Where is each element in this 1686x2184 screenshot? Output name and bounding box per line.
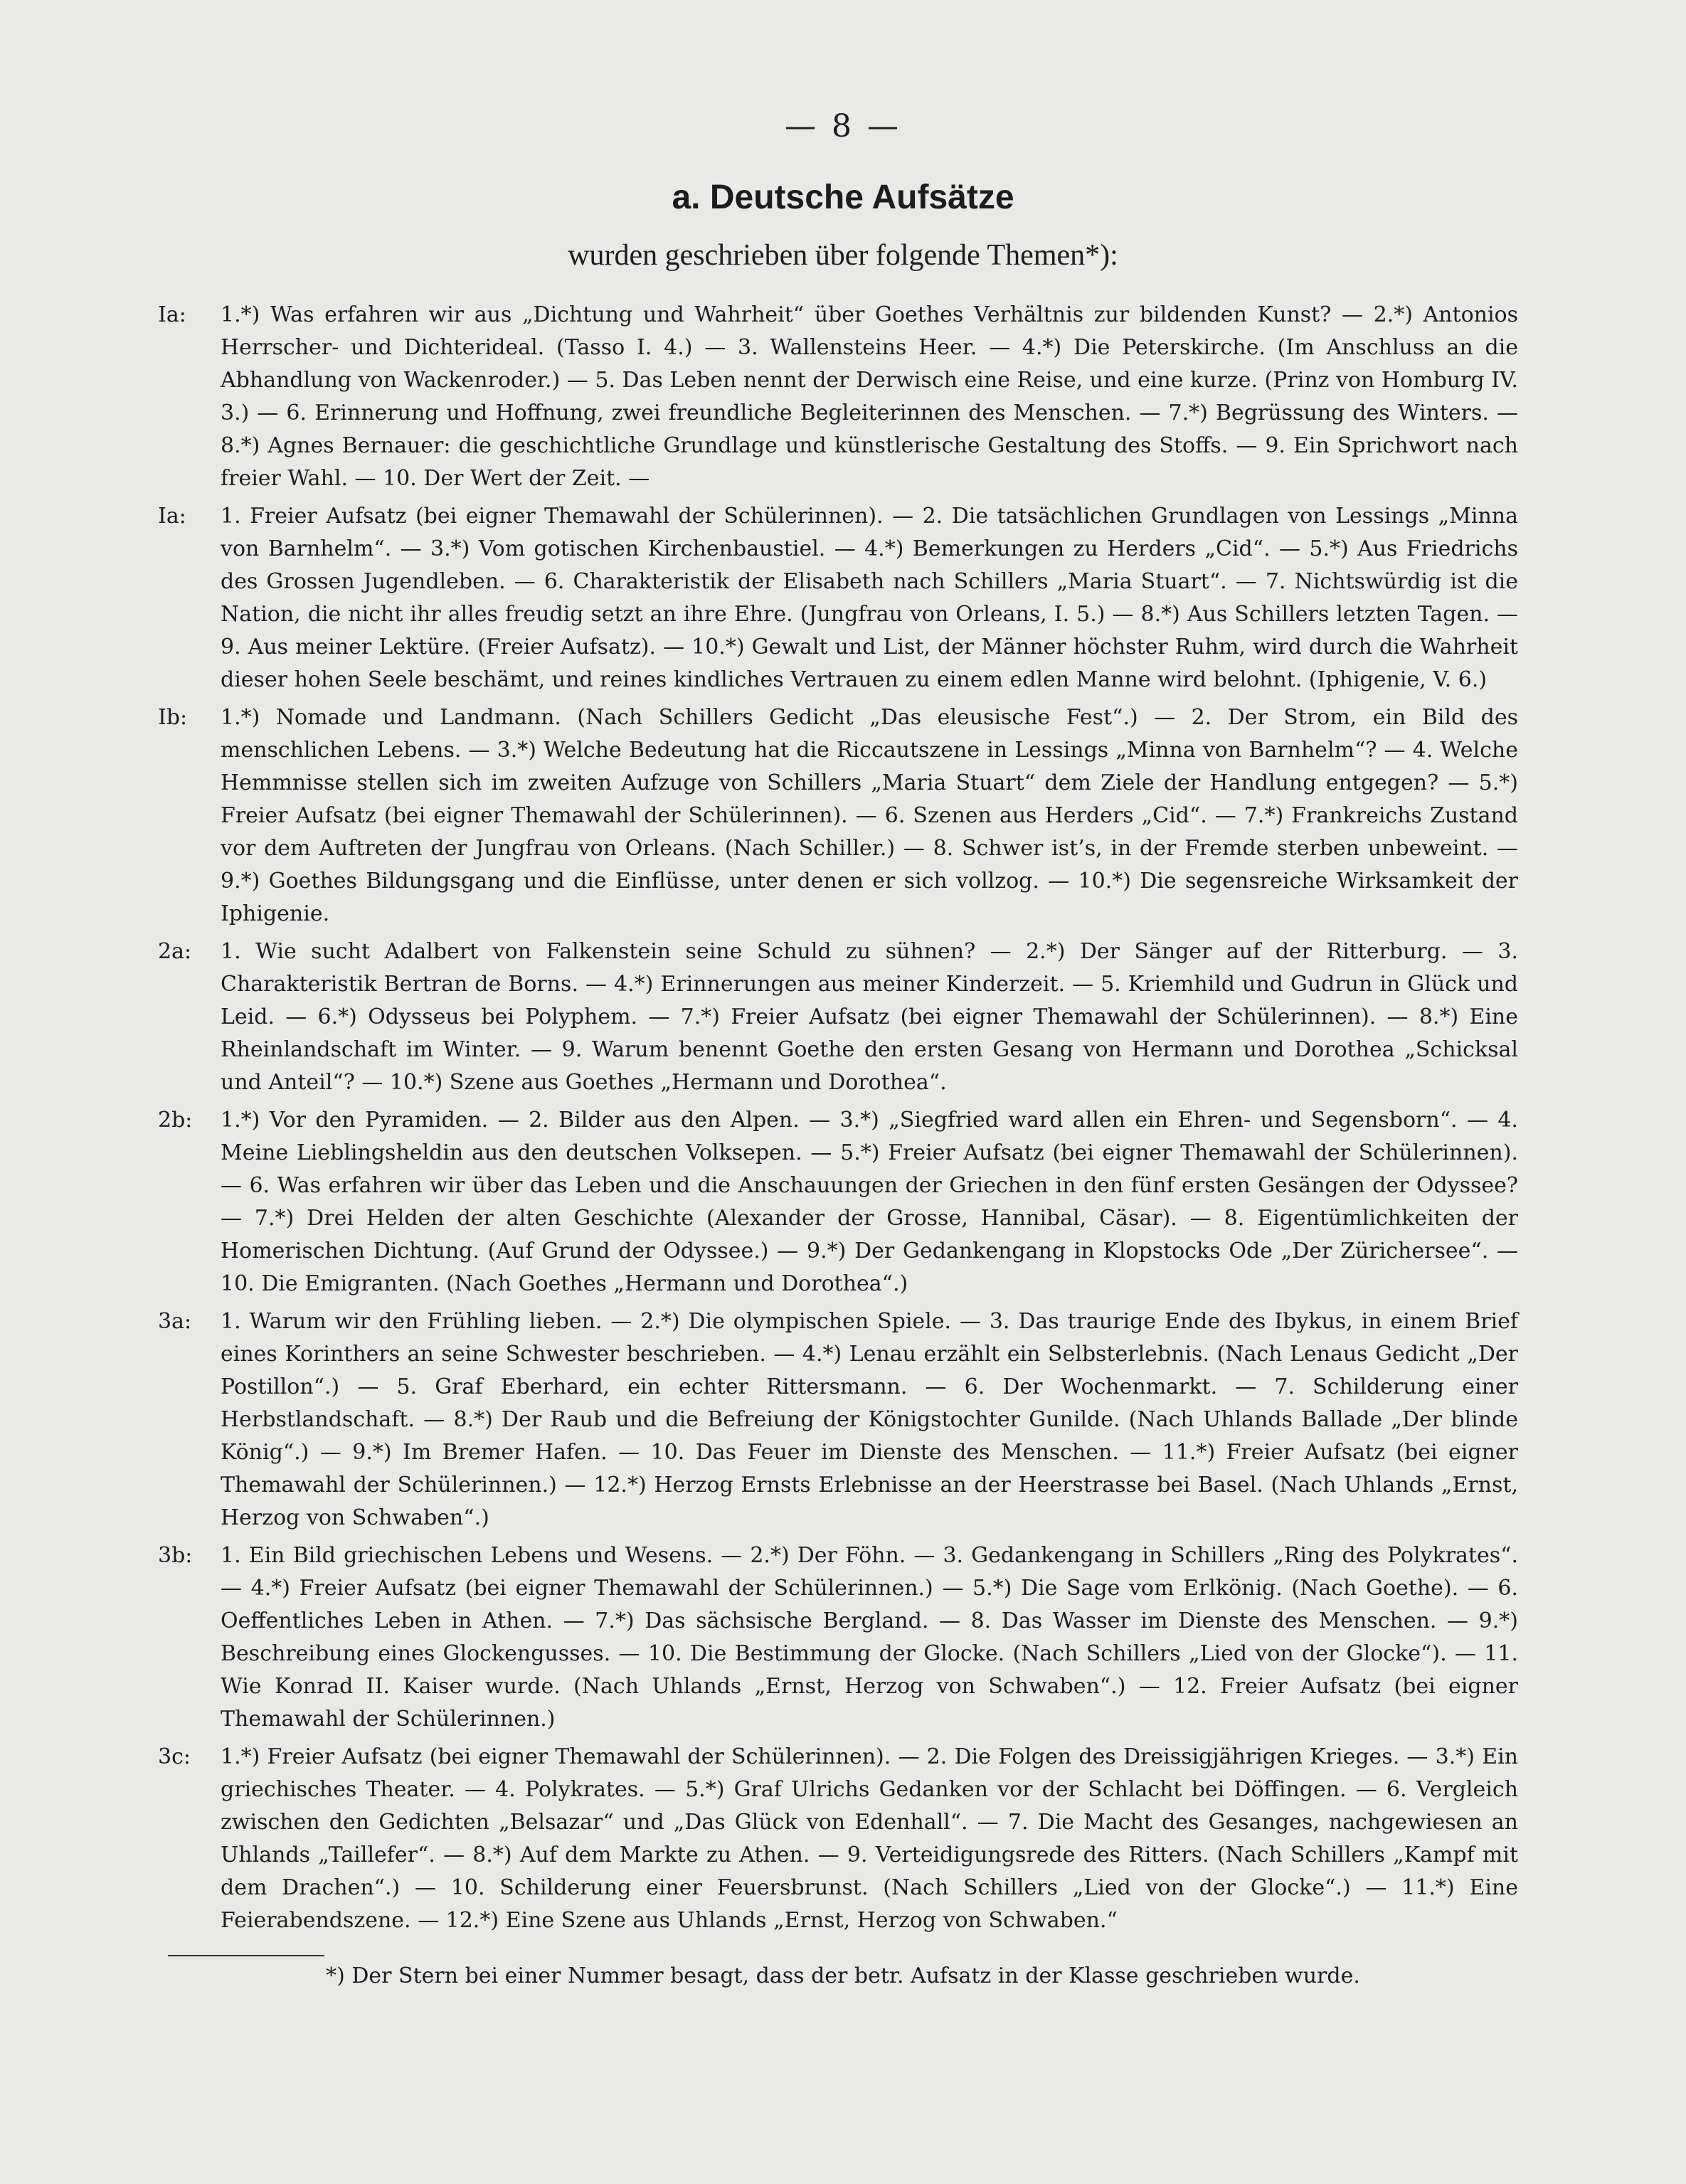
class-label: 2a:	[158, 939, 192, 964]
section-title: a. Deutsche Aufsätze	[672, 179, 1014, 216]
class-entry	[158, 1539, 1518, 1736]
class-entry	[158, 299, 1518, 495]
essay-topic-list	[158, 299, 1518, 1942]
class-entry	[158, 1741, 1518, 1937]
class-label: Ia:	[158, 504, 186, 529]
class-label: 3a:	[158, 1309, 192, 1334]
class-entry	[158, 1305, 1518, 1534]
class-topics: 1.*) Was erfahren wir aus „Dichtung und Wahrheit“ über Goethes Verhältnis zur bildenden Kunst? — 2.*) Antonios Herrscher- und Dichterideal. (Tasso I. 4.) — 3. Wallensteins Heer. — 4.*) Die Peterskirche. (Im Anschluss an die Abhandlung von Wackenroder.) — 5. Das Leben nennt der Derwisch eine Reise, und eine kurze. (Prinz von Homburg IV. 3.) — 6. Erinnerung und Hoffnung, zwei freundliche Begleiterinnen des Menschen. — 7.*) Begrüssung des Winters. — 8.*) Agnes Bernauer: die geschichtliche Grundlage und künstlerische Gestaltung des Stoffs. — 9. Ein Sprichwort nach freier Wahl. — 10. Der Wert der Zeit. —	[221, 302, 1518, 491]
page-number: — 8 —	[785, 108, 901, 144]
footnote-rule	[168, 1955, 324, 1956]
class-topics: 1. Wie sucht Adalbert von Falkenstein seine Schuld zu sühnen? — 2.*) Der Sänger auf der Ritterburg. — 3. Charakteristik Bertran de Borns. — 4.*) Erinnerungen aus meiner Kinderzeit. — 5. Kriemhild und Gudrun in Glück und Leid. — 6.*) Odysseus bei Polyphem. — 7.*) Freier Aufsatz (bei eigner Themawahl der Schülerinnen). — 8.*) Eine Rheinlandschaft im Winter. — 9. Warum benennt Goethe den ersten Gesang von Hermann und Dorothea „Schicksal und Anteil“? — 10.*) Szene aus Goethes „Hermann und Dorothea“.	[221, 939, 1518, 1095]
section-subtitle: wurden geschrieben über folgende Themen*):	[568, 239, 1118, 272]
class-entry	[158, 500, 1518, 696]
class-topics: 1.*) Freier Aufsatz (bei eigner Themawahl der Schülerinnen). — 2. Die Folgen des Dreissigjährigen Krieges. — 3.*) Ein griechisches Theater. — 4. Polykrates. — 5.*) Graf Ulrichs Gedanken vor der Schlacht bei Döffingen. — 6. Vergleich zwischen den Gedichten „Belsazar“ und „Das Glück von Edenhall“. — 7. Die Macht des Gesanges, nachgewiesen an Uhlands „Taillefer“. — 8.*) Auf dem Markte zu Athen. — 9. Verteidigungsrede des Ritters. (Nach Schillers „Kampf mit dem Drachen“.) — 10. Schilderung einer Feuersbrunst. (Nach Schillers „Lied von der Glocke“.) — 11.*) Eine Feierabendszene. — 12.*) Eine Szene aus Uhlands „Ernst, Herzog von Schwaben.“	[221, 1744, 1518, 1933]
class-entry	[158, 935, 1518, 1099]
class-topics: 1. Freier Aufsatz (bei eigner Themawahl der Schülerinnen). — 2. Die tatsächlichen Grundlagen von Lessings „Minna von Barnhelm“. — 3.*) Vom gotischen Kirchenbaustiel. — 4.*) Bemerkungen zu Herders „Cid“. — 5.*) Aus Friedrichs des Grossen Jugendleben. — 6. Charakteristik der Elisabeth nach Schillers „Maria Stuart“. — 7. Nichtswürdig ist die Nation, die nicht ihr alles freudig setzt an ihre Ehre. (Jungfrau von Orleans, I. 5.) — 8.*) Aus Schillers letzten Tagen. — 9. Aus meiner Lektüre. (Freier Aufsatz). — 10.*) Gewalt und List, der Männer höchster Ruhm, wird durch die Wahrheit dieser hohen Seele beschämt, und reines kindliches Vertrauen zu einem edlen Manne wird belohnt. (Iphigenie, V. 6.)	[221, 504, 1518, 692]
class-topics: 1. Warum wir den Frühling lieben. — 2.*) Die olympischen Spiele. — 3. Das traurige Ende des Ibykus, in einem Brief eines Korinthers an seine Schwester beschrieben. — 4.*) Lenau erzählt ein Selbsterlebnis. (Nach Lenaus Gedicht „Der Postillon“.) — 5. Graf Eberhard, ein echter Rittersmann. — 6. Der Wochenmarkt. — 7. Schilderung einer Herbstlandschaft. — 8.*) Der Raub und die Befreiung der Königstochter Gunilde. (Nach Uhlands Ballade „Der blinde König“.) — 9.*) Im Bremer Hafen. — 10. Das Feuer im Dienste des Menschen. — 11.*) Freier Aufsatz (bei eigner Themawahl der Schülerinnen.) — 12.*) Herzog Ernsts Erlebnisse an der Heerstrasse bei Basel. (Nach Uhlands „Ernst, Herzog von Schwaben“.)	[221, 1309, 1518, 1530]
class-topics: 1. Ein Bild griechischen Lebens und Wesens. — 2.*) Der Föhn. — 3. Gedankengang in Schillers „Ring des Polykrates“. — 4.*) Freier Aufsatz (bei eigner Themawahl der Schülerinnen.) — 5.*) Die Sage vom Erlkönig. (Nach Goethe). — 6. Oeffentliches Leben in Athen. — 7.*) Das sächsische Bergland. — 8. Das Wasser im Dienste des Menschen. — 9.*) Beschreibung eines Glockengusses. — 10. Die Bestimmung der Glocke. (Nach Schillers „Lied von der Glocke“). — 11. Wie Konrad II. Kaiser wurde. (Nach Uhlands „Ernst, Herzog von Schwaben“.) — 12. Freier Aufsatz (bei eigner Themawahl der Schülerinnen.)	[221, 1543, 1518, 1732]
class-entry	[158, 701, 1518, 931]
class-label: 2b:	[158, 1108, 193, 1133]
class-label: Ib:	[158, 705, 188, 730]
class-label: 3c:	[158, 1744, 191, 1769]
class-label: Ia:	[158, 302, 186, 327]
class-label: 3b:	[158, 1543, 193, 1568]
class-topics: 1.*) Nomade und Landmann. (Nach Schillers Gedicht „Das eleusische Fest“.) — 2. Der Strom, ein Bild des menschlichen Lebens. — 3.*) Welche Bedeutung hat die Riccautszene in Lessings „Minna von Barnhelm“? — 4. Welche Hemmnisse stellen sich im zweiten Aufzuge von Schillers „Maria Stuart“ dem Ziele der Handlung entgegen? — 5.*) Freier Aufsatz (bei eigner Themawahl der Schülerinnen). — 6. Szenen aus Herders „Cid“. — 7.*) Frankreichs Zustand vor dem Auftreten der Jungfrau von Orleans. (Nach Schiller.) — 8. Schwer ist’s, in der Fremde sterben unbeweint. — 9.*) Goethes Bildungsgang und die Einflüsse, unter denen er sich vollzog. — 10.*) Die segensreiche Wirksamkeit der Iphigenie.	[221, 705, 1518, 926]
class-entry	[158, 1104, 1518, 1300]
class-topics: 1.*) Vor den Pyramiden. — 2. Bilder aus den Alpen. — 3.*) „Siegfried ward allen ein Ehren- und Segensborn“. — 4. Meine Lieblingsheldin aus den deutschen Volksepen. — 5.*) Freier Aufsatz (bei eigner Themawahl der Schülerinnen). — 6. Was erfahren wir über das Leben und die Anschauungen der Griechen in den fünf ersten Gesängen der Odyssee? — 7.*) Drei Helden der alten Geschichte (Alexander der Grosse, Hannibal, Cäsar). — 8. Eigentümlichkeiten der Homerischen Dichtung. (Auf Grund der Odyssee.) — 9.*) Der Gedankengang in Klopstocks Ode „Der Zürichersee“. — 10. Die Emigranten. (Nach Goethes „Hermann und Dorothea“.)	[221, 1108, 1518, 1296]
footnote: *) Der Stern bei einer Nummer besagt, dass der betr. Aufsatz in der Klasse geschrieben wurde.	[326, 1963, 1360, 1988]
